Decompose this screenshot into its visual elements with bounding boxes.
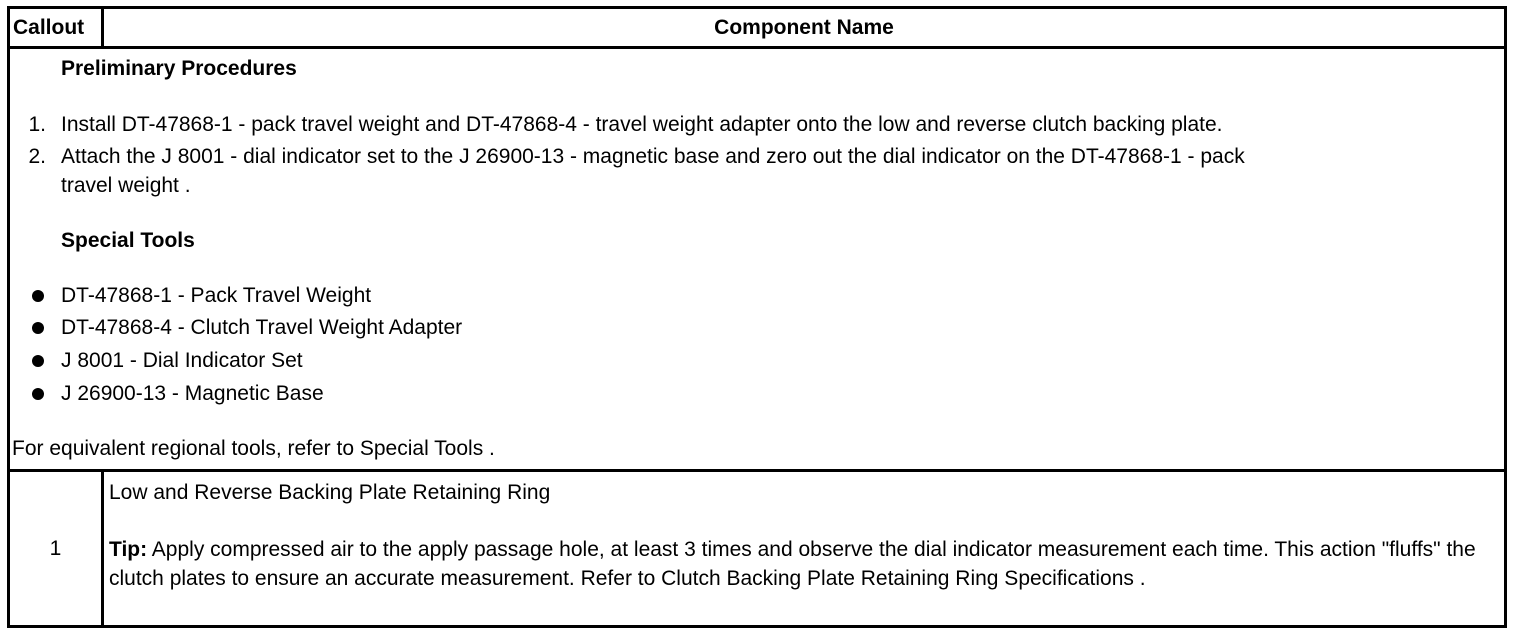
callout-number: 1 (9, 471, 103, 627)
preliminary-row (9, 48, 1506, 471)
bullet-icon (32, 388, 44, 400)
step-text: Install DT-47868-1 - pack travel weight and DT-47868-4 - travel weight adapter onto the low and reverse clutch backing plate. (61, 113, 1223, 136)
step-number: 2. (28, 145, 46, 168)
regional-tools-note: For equivalent regional tools, refer to Special Tools . (12, 437, 495, 460)
tip-label: Tip: (109, 538, 148, 561)
preliminary-cell (9, 48, 1506, 471)
step-text-continued: travel weight . (61, 174, 191, 197)
bullet-icon (32, 322, 44, 334)
component-cell (103, 471, 1506, 627)
special-tools-title: Special Tools (61, 229, 195, 252)
tip-text: Apply compressed air to the apply passage hole, at least 3 times and observe the dial indicator measurement each time. This action "fluffs" the clutch plates to ensure an accurate measurement. Refer to Clutch Backing Plate Retaining Ring Specifications . (109, 538, 1476, 590)
header-row (9, 8, 1506, 48)
preliminary-procedures-title: Preliminary Procedures (61, 57, 297, 80)
component-name-header: Component Name (103, 8, 1506, 48)
procedure-table (7, 6, 1507, 628)
tool-item: J 26900-13 - Magnetic Base (61, 382, 324, 405)
component-name: Low and Reverse Backing Plate Retaining Ring (109, 481, 551, 504)
table-row (9, 471, 1506, 627)
bullet-icon (32, 290, 44, 302)
step-number: 1. (28, 113, 46, 136)
bullet-icon (32, 355, 44, 367)
tool-item: J 8001 - Dial Indicator Set (61, 349, 303, 372)
tool-item: DT-47868-4 - Clutch Travel Weight Adapter (61, 316, 463, 339)
tip-paragraph (109, 535, 1499, 593)
step-text: Attach the J 8001 - dial indicator set to the J 26900-13 - magnetic base and zero out the dial indicator on the DT-47868-1 - pack (61, 145, 1245, 168)
tool-item: DT-47868-1 - Pack Travel Weight (61, 284, 372, 307)
callout-header: Callout (9, 8, 103, 48)
